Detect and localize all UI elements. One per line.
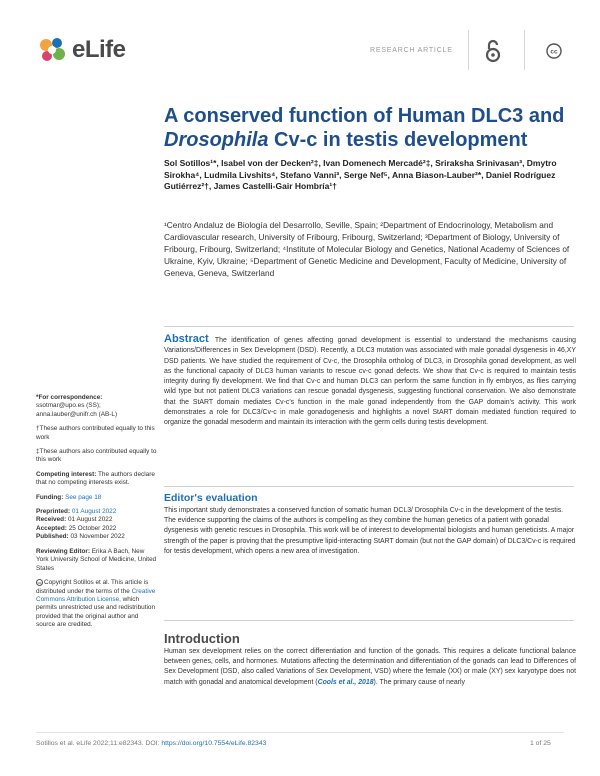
section-divider — [164, 486, 574, 487]
elife-logo-text: eLife — [72, 36, 126, 63]
cc-icon-label: cc — [550, 48, 558, 56]
title-italic-word: Drosophila — [164, 129, 269, 151]
reviewing-editor — [36, 548, 158, 573]
copyright-cc-icon: cc — [37, 579, 42, 585]
preprinted-date[interactable]: 01 August 2022 — [71, 508, 117, 516]
received-label: Received: — [36, 516, 67, 524]
dates — [36, 508, 158, 542]
intro-text-a: Human sex development relies on the correct differentiation and function of the gonads. This requires a delicate functional balance between genes, cells, and hormones. Mutations affecting the determination and differentiation of the gonads can lead to Differences of Sex Development (DSD, also called Variations of Sex Development, VSD) where the female (XX) or male (XY) sex karyotype does not match with gonadal and anatomical development ( — [164, 648, 576, 686]
received-date: 01 August 2022 — [67, 516, 113, 524]
section-divider — [164, 326, 574, 327]
doi-label: DOI: — [145, 740, 162, 747]
reviewing-text: Erika A Bach, New York University School of Medicine, United States — [36, 547, 157, 572]
article-title — [164, 104, 584, 152]
title-line-1: A conserved function of Human DLC3 and — [164, 105, 565, 127]
open-access-icon — [484, 38, 502, 64]
page-header — [0, 0, 600, 90]
correspondence-emails[interactable]: ssotmar@upo.es (SS); anna.lauber@unifr.ch (AB-L) — [36, 402, 118, 418]
published-date: 03 November 2022 — [70, 533, 125, 541]
article-type-label: RESEARCH ARTICLE — [370, 47, 453, 54]
preprinted-label: Preprinted: — [36, 508, 71, 516]
section-divider — [164, 620, 574, 621]
accepted-label: Accepted: — [36, 524, 67, 532]
accepted-date: 25 October 2022 — [68, 524, 117, 532]
introduction-text — [164, 647, 576, 688]
citation-link[interactable]: Cools et al., 2018 — [317, 678, 374, 686]
doi-link[interactable]: https://doi.org/10.7554/eLife.82343 — [161, 740, 267, 747]
evaluation-text: This important study demonstrates a conserved function of somatic human DCL3/ Drosophila Cv-c in the development of the testis. The evidence supporting the claims of the authors is compelling as they combine the human genetics of a patient with gonadal dysgenesis with genetic rescues in Drosophila. This work will be of interest to developmental biologists and human geneticists. A major strength of the paper is proving that the presumptive lipid-interacting StART domain (but not the GAP domain) of DLC3/Cv-c is required for testis development, which opens a new area of investigation. — [164, 507, 576, 555]
footer-citation — [36, 740, 266, 747]
title-line-2: Cv-c in testis development — [268, 129, 528, 151]
competing-label: Competing interest: — [36, 470, 97, 478]
reviewing-label: Reviewing Editor: — [36, 547, 90, 555]
correspondence — [36, 394, 158, 419]
abstract-text: The identification of genes affecting gonad development is essential to understand the mechanisms causing Variations/Differences in Sex Development (DSD). Recently, a DLC3 mutation was associated with male gonadal dysgenesis in 46,XY DSD patients. We have studied the requirement of Cv-c, the Drosophila ortholog of DLC3, in Drosophila gonad development, as well as the functional capacity of DLC3 human variants to rescue cv-c gonad defects. We show that Cv-c is required to maintain testis integrity during fly development. We find that Cv-c and human DLC3 can perform the same function in fly embryos, as flies carrying wild type but not patient DLC3 variations can rescue gonadal dysgenesis, suggesting functional conservation. We also demonstrate that the StART domain mediates Cv-c's function in the male gonad independently from the GAP domain's activity. This work demonstrates a role for DLC3/Cv-c in male gonadogenesis and highlights a novel StART domain mediated function required to organize the gonadal mesoderm and maintain its interaction with the germ cells during testis development. — [164, 337, 576, 427]
intro-text-b: ). The primary cause of nearly — [373, 678, 465, 686]
correspondence-label: *For correspondence: — [36, 394, 103, 401]
introduction-heading: Introduction — [164, 631, 240, 646]
funding-link[interactable]: See page 18 — [65, 493, 102, 501]
header-divider — [468, 30, 469, 70]
abstract — [164, 334, 576, 429]
evaluation-heading: Editor's evaluation — [164, 492, 258, 504]
elife-logo-icon — [36, 34, 68, 66]
license-link[interactable]: Creative Commons Attribution License, — [36, 587, 156, 603]
article-sidebar — [36, 394, 158, 636]
funding — [36, 494, 158, 502]
equal-contribution-1: †These authors contributed equally to this work — [36, 425, 155, 441]
equal-contribution-2: ‡These authors also contributed equally to this work — [36, 448, 157, 464]
competing-interest — [36, 471, 158, 488]
footer-citation-text: Sotillos et al. eLife 2022;11:e82343. — [36, 740, 144, 747]
author-list: Sol Sotillos¹*, Isabel von der Decken²‡, Ivan Domenech Mercadé²‡, Sriraksha Srinivasan³, Dmytro Sirokha⁴, Ludmila Livshits⁴, Stefano Vanni³, Serge Nef⁵, Anna Biason-Lauber²*, Daniel Rodríguez Gutiérrez²†, James Castelli-Gair Hombría¹† — [164, 158, 557, 191]
copyright-text-a: Copyright Sotillos et al. This article is distributed under the terms of the — [36, 579, 149, 595]
affiliations: ¹Centro Andaluz de Biología del Desarrollo, Seville, Spain; ²Department of Endocrinology, Metabolism and Cardiovascular research, University of Fribourg, Fribourg, Switzerland; ³Department of Biology, University of Fribourg, Fribourg, Switzerland; ⁴Institute of Molecular Biology and Genetics, National Academy of Sciences of Ukraine, Kyiv, Ukraine; ⁵Department of Genetic Medicine and Development, Faculty of Medicine, University of Geneva, Geneva, Switzerland — [164, 220, 570, 278]
elife-logo[interactable] — [36, 34, 126, 66]
page-number: 1 of 25 — [530, 740, 551, 747]
published-label: Published: — [36, 533, 69, 541]
footer-divider — [36, 732, 564, 733]
funding-label: Funding: — [36, 493, 64, 501]
abstract-heading: Abstract — [164, 333, 209, 345]
header-divider — [524, 30, 525, 70]
competing-text: The authors declare that no competing interests exist. — [36, 470, 155, 487]
copyright — [36, 579, 158, 630]
creative-commons-icon — [546, 43, 562, 59]
copyright-text-b: which permits unrestricted use and redistribution provided that the original author and source are credited. — [36, 595, 155, 629]
